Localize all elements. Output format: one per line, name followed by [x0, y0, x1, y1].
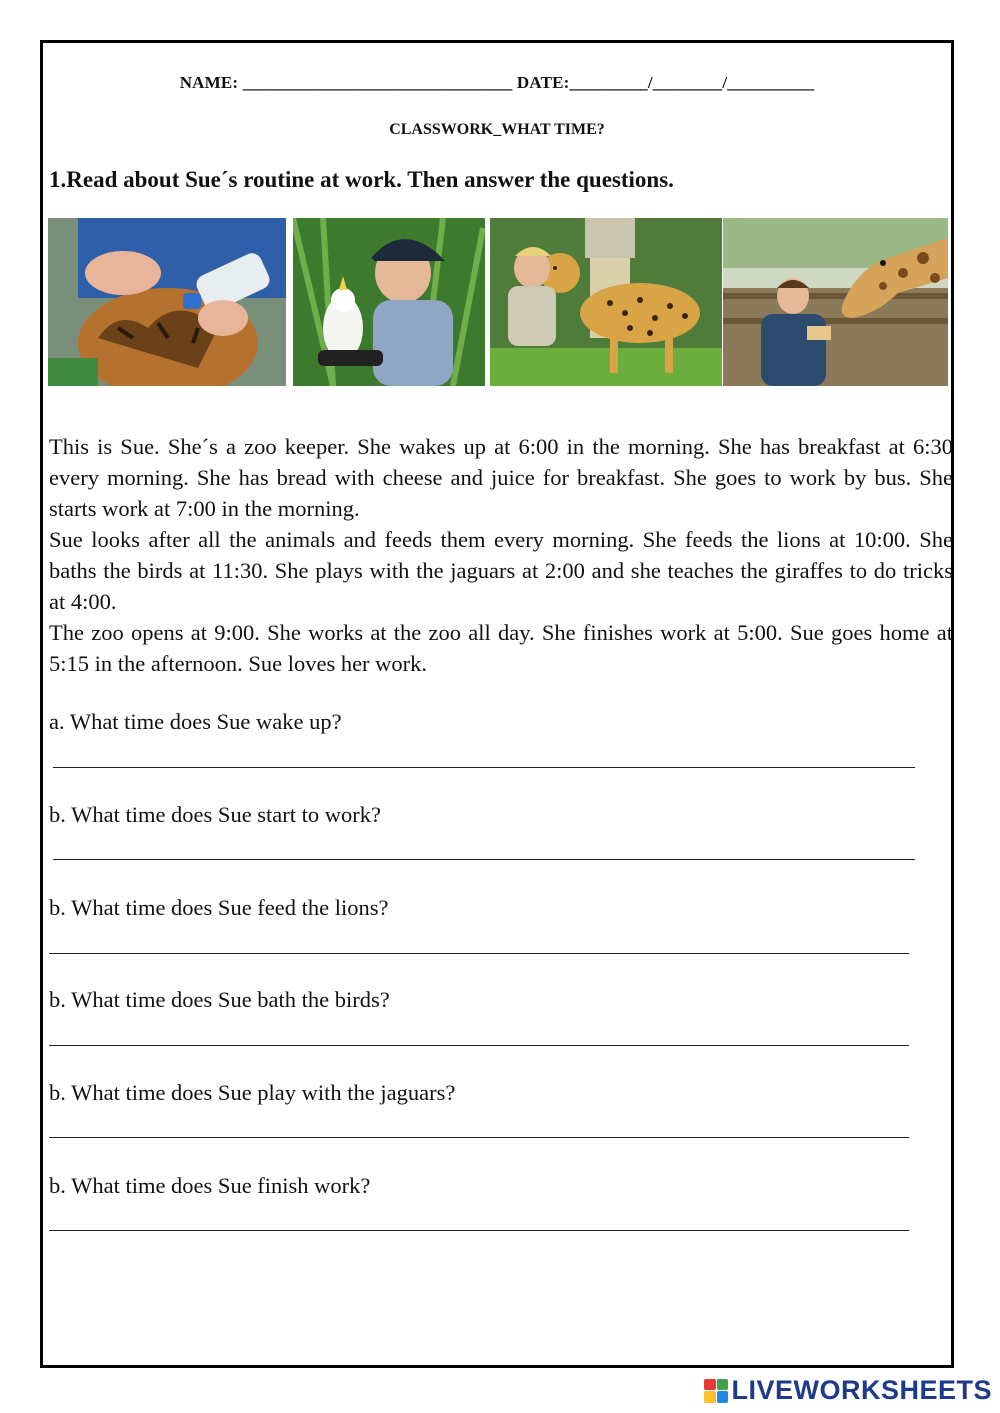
question-text: b. What time does Sue start to work? — [49, 802, 382, 827]
photo-strip — [48, 218, 948, 386]
name-label: NAME: — [179, 73, 239, 92]
photo-giraffe — [723, 218, 948, 386]
header-line — [43, 73, 951, 93]
answer-line[interactable] — [49, 1045, 909, 1046]
liveworksheets-logo — [704, 1375, 992, 1406]
exercise-instruction: 1.Read about Sue´s routine at work. Then answer the questions. — [49, 167, 674, 192]
brand-square-blue — [717, 1391, 729, 1403]
brand-text: LIVEWORKSHEETS — [731, 1375, 992, 1405]
brand-grid-icon — [704, 1379, 728, 1403]
worksheet-subtitle: CLASSWORK_WHAT TIME? — [389, 121, 605, 138]
passage-paragraph: Sue looks after all the animals and feeds them every morning. She feeds the lions at 10:00. She baths the birds at 11:30. She plays with the jaguars at 2:00 and she teaches the giraffes to do tricks at 4:00. — [49, 527, 953, 614]
answer-line[interactable] — [49, 953, 909, 954]
answer-line[interactable] — [49, 1230, 909, 1231]
question-text: a. What time does Sue wake up? — [49, 709, 342, 734]
reading-passage — [49, 431, 953, 679]
passage-paragraph: This is Sue. She´s a zoo keeper. She wakes up at 6:00 in the morning. She has breakfast at 6:30 every morning. She has bread with cheese and juice for breakfast. She goes to work by bus. She starts work at 7:00 in the morning. — [49, 434, 953, 521]
date-label: DATE: — [516, 73, 570, 92]
answer-line[interactable] — [49, 1137, 909, 1138]
passage-paragraph: The zoo opens at 9:00. She works at the zoo all day. She finishes work at 5:00. Sue goes home at 5:15 in the afternoon. Sue loves her work. — [49, 620, 953, 676]
brand-square-green — [717, 1379, 729, 1391]
question-text: b. What time does Sue bath the birds? — [49, 987, 390, 1012]
worksheet-frame — [40, 40, 954, 1368]
question-text: b. What time does Sue feed the lions? — [49, 895, 389, 920]
question-text: b. What time does Sue play with the jaguars? — [49, 1080, 456, 1105]
photo-cheetah — [490, 218, 722, 386]
photo-cockatoo — [293, 218, 485, 386]
answer-line[interactable] — [53, 767, 915, 768]
brand-square-red — [704, 1379, 716, 1391]
date-blank: _________/________/__________ — [569, 73, 815, 92]
photo-tiger-cub — [48, 218, 286, 386]
answer-line[interactable] — [53, 859, 915, 860]
brand-square-yellow — [704, 1391, 716, 1403]
name-blank: _______________________________ — [242, 73, 513, 92]
question-text: b. What time does Sue finish work? — [49, 1173, 371, 1198]
